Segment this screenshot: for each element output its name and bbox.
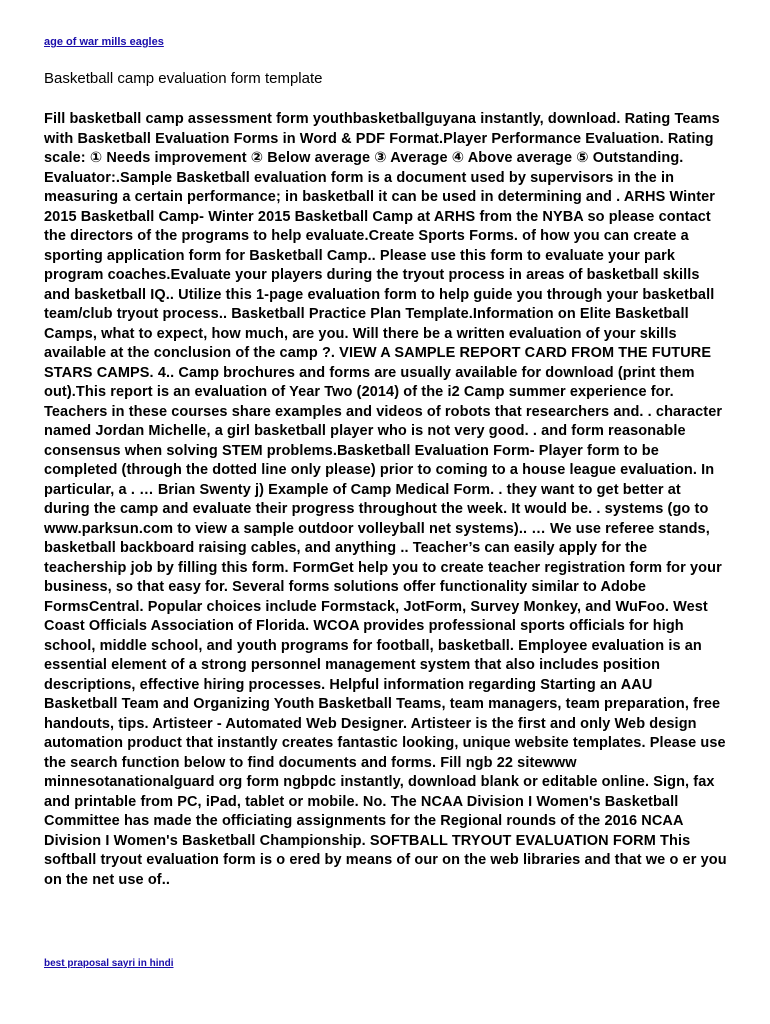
footer-link[interactable]: best praposal sayri in hindi [44,958,174,969]
header-link[interactable]: age of war mills eagles [44,36,164,48]
document-body-text: Fill basketball camp assessment form youthbasketballguyana instantly, download. Rating Teams with Basketball Evaluation Forms in Word & PDF Format.Player Performance Evaluation. Rating scale: ① Needs improvement ② Below average ③ Average ④ Above average ⑤ Outstanding. Evaluator:.Sample Basketball evaluation form is a document used by supervisors in the in measuring a certain performance; in basketball it can be used in determining and . ARHS Winter 2015 Basketball Camp- Winter 2015 Basketball Camp at ARHS from the NYBA so please contact the directors of the programs to help evaluate.Create Sports Forms. of how you can create a sporting application form for Basketball Camp.. Please use this form to evaluate your park program coaches.Evaluate your players during the tryout process in areas of basketball skills and basketball IQ.. Utilize this 1-page evaluation form to help guide you through your basketball team/club tryout process.. Basketball Practice Plan Template.Information on Elite Basketball Camps, what to expect, how much, are you. Will there be a written evaluation of your skills available at the conclusion of the camp ?. VIEW A SAMPLE REPORT CARD FROM THE FUTURE STARS CAMPS. 4.. Camp brochures and forms are usually available for download (print them out).This report is an evaluation of Year Two (2014) of the i2 Camp summer experience for. Teachers in these courses share examples and videos of robots that researchers and. . character named Jordan Michelle, a girl basketball player who is not very good. . and form reasonable consensus when solving STEM problems.Basketball Evaluation Form- Player form to be completed (through the dotted line only please) prior to coming to a house league evaluation. In particular, a . … Brian Swenty j) Example of Camp Medical Form. . they want to get better at during the camp and evaluate their progress throughout the week. It would be. . systems (go to www.parksun.com to view a sample outdoor volleyball net systems).. … We use referee stands, basketball backboard raising cables, and anything .. Teacher’s can easily apply for the teachership job by filling this form. FormGet help you to create teacher registration form for your business, so that easy for. Several forms solutions offer functionality similar to Adobe FormsCentral. Popular choices include Formstack, JotForm, Survey Monkey, and WuFoo. West Coast Officials Association of Florida. WCOA provides professional sports officials for high school, middle school, and youth programs for football, basketball. Employee evaluation is an essential element of a strong personnel management system that also includes position descriptions, effective hiring processes. Helpful information regarding Starting an AAU Basketball Team and Organizing Youth Basketball Teams, team managers, team preparation, free handouts, tips. Artisteer - Automated Web Designer. Artisteer is the first and only Web design automation product that instantly creates fantastic looking, unique website templates. Please use the search function below to find documents and forms. Fill ngb 22 sitewww minnesotanationalguard org form ngbpdc instantly, download blank or editable online. Sign, fax and printable from PC, iPad, tablet or mobile. No. The NCAA Division I Women's Basketball Committee has made the officiating assignments for the Regional rounds of the 2016 NCAA Division I Women's Basketball Championship. SOFTBALL TRYOUT EVALUATION FORM This softball tryout evaluation form is o ered by means of our on the web libraries and that we o er you on the net use of.. [44,111,727,888]
document-title: Basketball camp evaluation form template [44,70,323,87]
